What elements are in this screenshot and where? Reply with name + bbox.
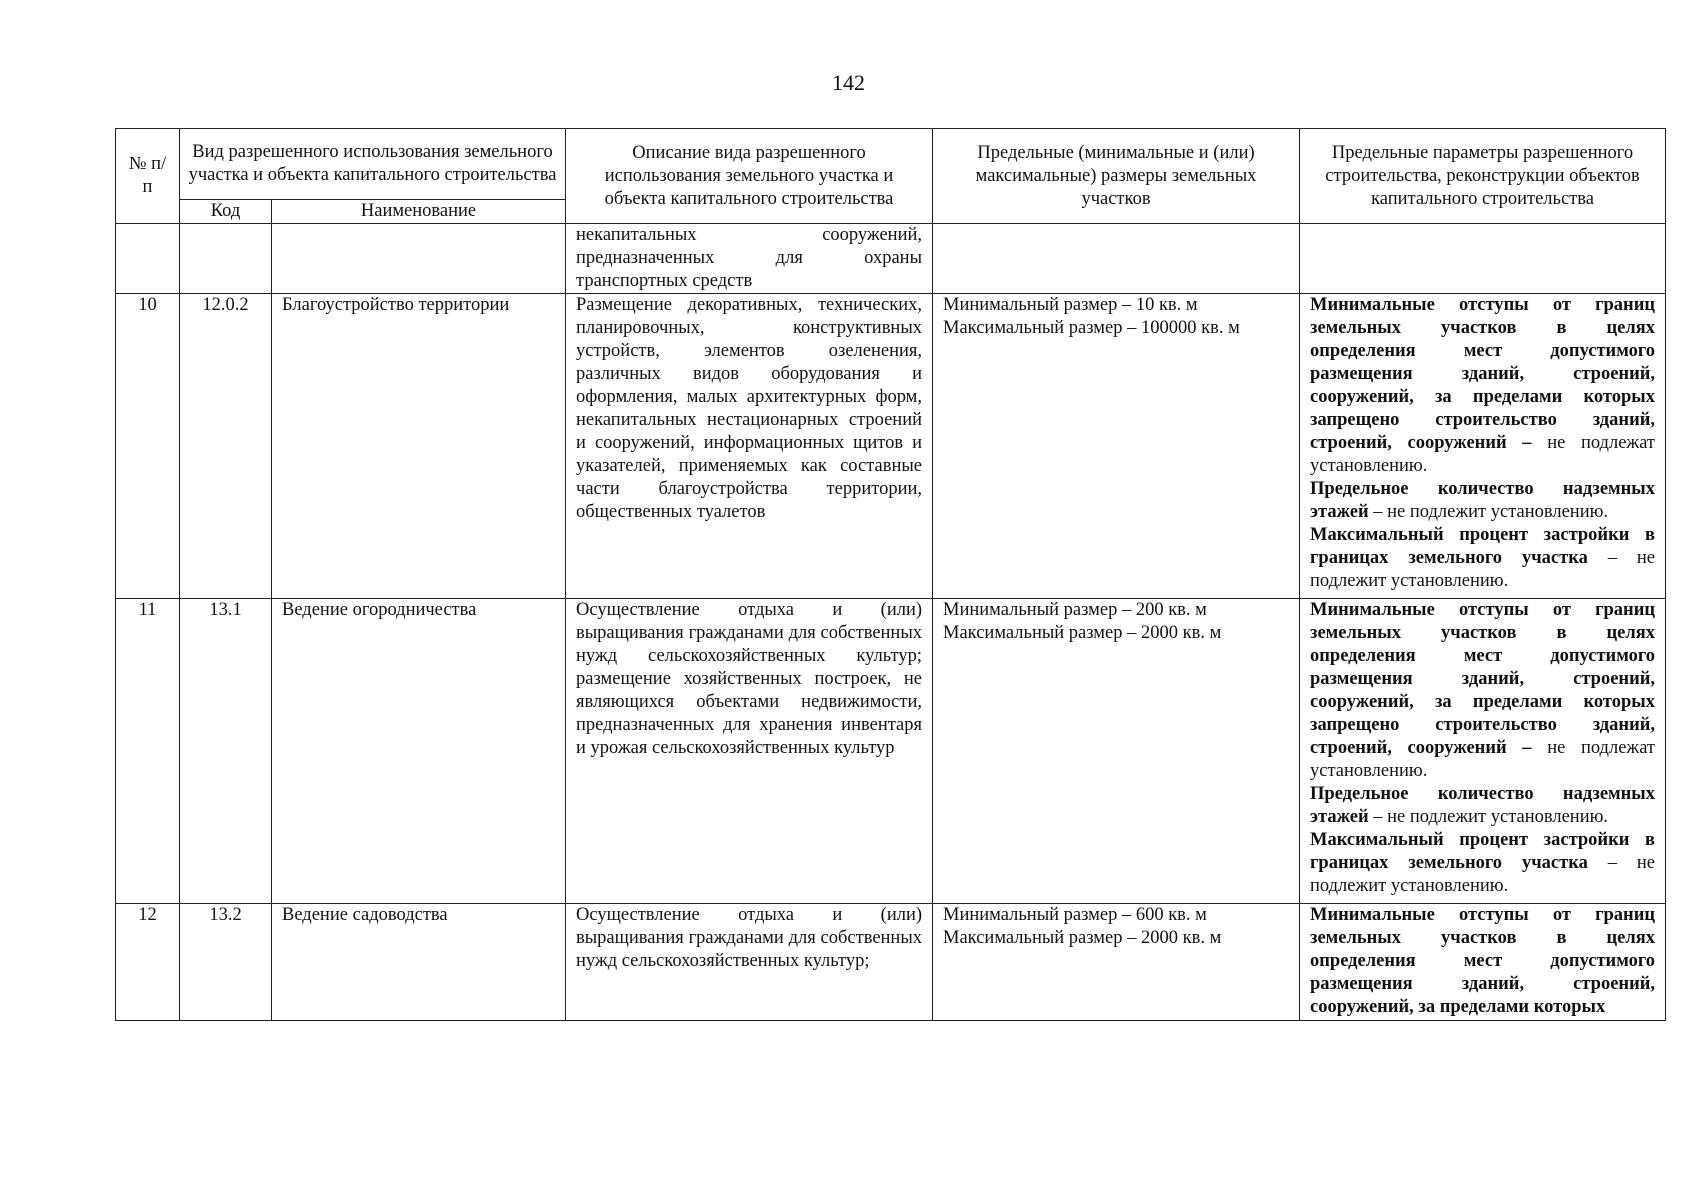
param-floors-value: – не подлежит установлению. (1368, 502, 1609, 522)
row-sizes (933, 904, 1300, 1021)
row-name: Ведение садоводства (272, 904, 566, 1021)
size-max: Максимальный размер – 2000 кв. м (943, 928, 1222, 948)
param-setback-label: Минимальные отступы от границ земельных участков в целях определения мест допустимого размещения зданий, строений, сооружений, за пределами которых (1310, 905, 1656, 1017)
zoning-table (115, 128, 1666, 1021)
row-num: 11 (116, 599, 180, 904)
header-name: Наименование (272, 200, 566, 224)
row-description: некапитальных сооружений, предназначенных для охраны транспортных средств (566, 224, 933, 294)
table-row (116, 224, 1666, 294)
header-sizes: Предельные (минимальные и (или) максимальные) размеры земельных участков (933, 129, 1300, 224)
param-setback-value: не подлежат установлению. (1310, 738, 1656, 781)
header-code: Код (180, 200, 272, 224)
row-num: 12 (116, 904, 180, 1021)
param-percent-value: – не подлежит установлению. (1310, 548, 1656, 591)
row-num (116, 224, 180, 294)
table-row (116, 294, 1666, 599)
table-row (116, 904, 1666, 1021)
param-floors-label: Предельное количество надземных этажей (1310, 479, 1656, 522)
row-num: 10 (116, 294, 180, 599)
param-percent-value: – не подлежит установлению. (1310, 853, 1656, 896)
row-sizes (933, 294, 1300, 599)
row-code: 13.1 (180, 599, 272, 904)
row-name: Ведение огородничества (272, 599, 566, 904)
row-code: 13.2 (180, 904, 272, 1021)
size-min: Минимальный размер – 200 кв. м (943, 600, 1207, 620)
header-use-type-group: Вид разрешенного использования земельного участка и объекта капитального строительства (180, 129, 566, 200)
size-min: Минимальный размер – 600 кв. м (943, 905, 1207, 925)
size-max: Максимальный размер – 100000 кв. м (943, 318, 1240, 338)
param-floors-label: Предельное количество надземных этажей (1310, 784, 1656, 827)
row-name (272, 224, 566, 294)
row-code: 12.0.2 (180, 294, 272, 599)
header-params: Предельные параметры разрешенного строительства, реконструкции объектов капитального строительства (1300, 129, 1666, 224)
header-description: Описание вида разрешенного использования земельного участка и объекта капитального строительства (566, 129, 933, 224)
row-description: Размещение декоративных, технических, планировочных, конструктивных устройств, элементов озеленения, различных видов оборудования и оформления, малых архитектурных форм, некапитальных нестационарных строений и сооружений, информационных щитов и указателей, применяемых как составные части благоустройства территории, общественных туалетов (566, 294, 933, 599)
param-setback-label: Минимальные отступы от границ земельных участков в целях определения мест допустимого размещения зданий, строений, сооружений, за пределами которых запрещено строительство зданий, строений, сооружений – (1310, 295, 1656, 453)
size-max: Максимальный размер – 2000 кв. м (943, 623, 1222, 643)
size-min: Минимальный размер – 10 кв. м (943, 295, 1198, 315)
row-sizes (933, 224, 1300, 294)
table-row (116, 599, 1666, 904)
row-sizes (933, 599, 1300, 904)
row-description: Осуществление отдыха и (или) выращивания гражданами для собственных нужд сельскохозяйственных культур; (566, 904, 933, 1021)
param-percent-label: Максимальный процент застройки в границах земельного участка (1310, 525, 1656, 568)
row-params (1300, 294, 1666, 599)
row-params (1300, 224, 1666, 294)
row-name: Благоустройство территории (272, 294, 566, 599)
row-code (180, 224, 272, 294)
param-setback-label: Минимальные отступы от границ земельных участков в целях определения мест допустимого размещения зданий, строений, сооружений, за пределами которых запрещено строительство зданий, строений, сооружений – (1310, 600, 1656, 758)
param-floors-value: – не подлежит установлению. (1368, 807, 1609, 827)
page-number: 142 (832, 70, 865, 95)
param-percent-label: Максимальный процент застройки в границах земельного участка (1310, 830, 1656, 873)
row-description: Осуществление отдыха и (или) выращивания гражданами для собственных нужд сельскохозяйственных культур; размещение хозяйственных построек, не являющихся объектами недвижимости, предназначенных для хранения инвентаря и урожая сельскохозяйственных культур (566, 599, 933, 904)
header-num: № п/п (116, 129, 180, 224)
param-setback-value: не подлежат установлению. (1310, 433, 1656, 476)
row-params (1300, 904, 1666, 1021)
row-params (1300, 599, 1666, 904)
